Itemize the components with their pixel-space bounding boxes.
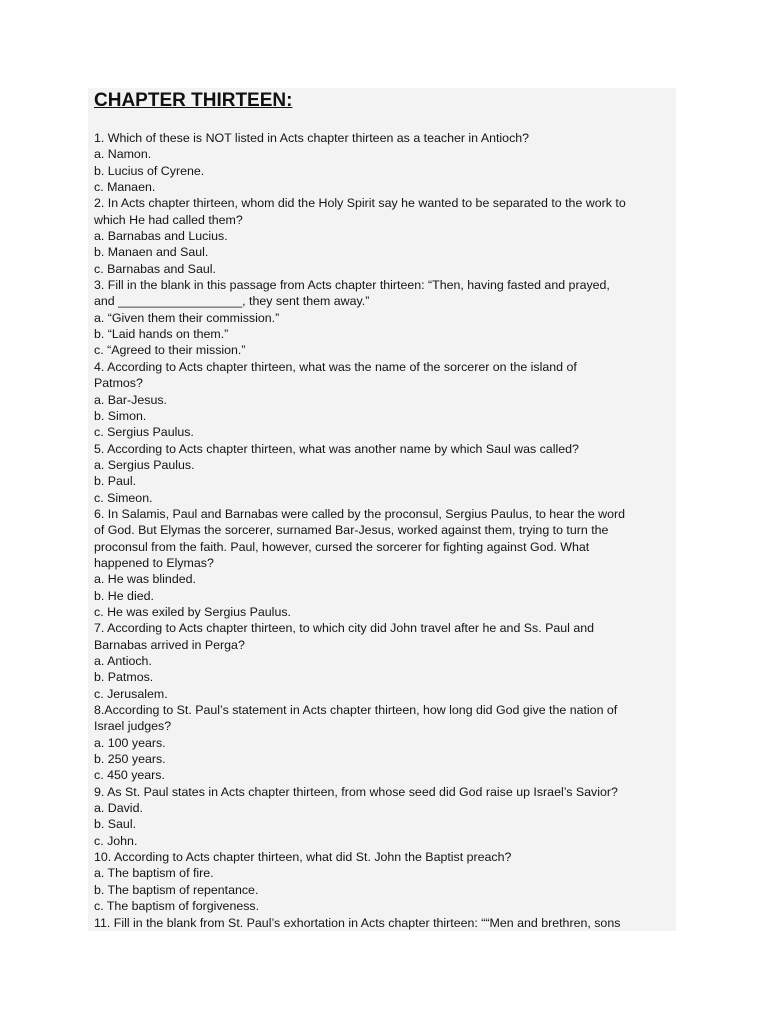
text-line: 7. According to Acts chapter thirteen, to which city did John travel after he and Ss. Paul and xyxy=(94,621,595,636)
text-line: b. “Laid hands on them.” xyxy=(94,327,229,342)
text-line: proconsul from the faith. Paul, however, cursed the sorcerer for fighting against God. What xyxy=(94,539,590,554)
text-line: a. Namon. xyxy=(94,147,152,162)
text-line: a. Antioch. xyxy=(94,654,152,668)
text-line: Barnabas arrived in Perga? xyxy=(94,637,245,652)
text-line: 5. According to Acts chapter thirteen, what was another name by which Saul was called? xyxy=(94,441,579,456)
text-line: b. He died. xyxy=(94,588,154,603)
text-line: a. Bar-Jesus. xyxy=(94,392,167,407)
text-line: b. Patmos. xyxy=(94,670,154,685)
text-line: b. Lucius of Cyrene. xyxy=(94,163,205,178)
text-line: a. Barnabas and Lucius. xyxy=(94,229,228,244)
text-line: c. Barnabas and Saul. xyxy=(94,261,216,276)
text-line: a. Sergius Paulus. xyxy=(94,457,195,472)
text-line: b. Manaen and Saul. xyxy=(94,245,209,260)
text-line: c. The baptism of forgiveness. xyxy=(94,899,260,914)
text-line: b. Saul. xyxy=(94,817,137,832)
text-line: 1. Which of these is NOT listed in Acts chapter thirteen as a teacher in Antioch? xyxy=(94,131,530,145)
text-line: and __________________, they sent them away.” xyxy=(94,294,370,309)
document-page xyxy=(88,88,676,931)
text-line: Patmos? xyxy=(94,376,143,391)
text-line: which He had called them? xyxy=(94,212,243,227)
text-line: a. The baptism of fire. xyxy=(94,866,214,881)
text-line: 10. According to Acts chapter thirteen, what did St. John the Baptist preach? xyxy=(94,850,512,865)
text-line: a. David. xyxy=(94,801,143,816)
text-line: 9. As St. Paul states in Acts chapter thirteen, from whose seed did God raise up Israel’s Savior? xyxy=(94,784,618,799)
text-line: 2. In Acts chapter thirteen, whom did the Holy Spirit say he wanted to be separated to the work to xyxy=(94,196,626,211)
text-line: 4. According to Acts chapter thirteen, what was the name of the sorcerer on the island of xyxy=(94,359,577,374)
text-line: c. “Agreed to their mission.” xyxy=(94,343,246,358)
text-line: a. “Given them their commission.” xyxy=(94,310,280,325)
text-line: 11. Fill in the blank from St. Paul’s exhortation in Acts chapter thirteen: ““Men and brethren, sons xyxy=(94,915,621,930)
text-line: happened to Elymas? xyxy=(94,555,214,570)
text-line: b. Simon. xyxy=(94,408,147,423)
text-line: c. Jerusalem. xyxy=(94,686,168,701)
text-line: c. Manaen. xyxy=(94,180,156,195)
text-line: b. The baptism of repentance. xyxy=(94,882,259,897)
text-line: c. Sergius Paulus. xyxy=(94,425,194,440)
text-line: c. He was exiled by Sergius Paulus. xyxy=(94,604,291,619)
chapter-title: CHAPTER THIRTEEN: xyxy=(94,90,293,111)
text-line: 8.According to St. Paul’s statement in Acts chapter thirteen, how long did God give the nation of xyxy=(94,703,618,718)
text-line: a. 100 years. xyxy=(94,735,166,750)
text-line: b. 250 years. xyxy=(94,752,166,767)
text-line: a. He was blinded. xyxy=(94,572,196,587)
text-line: of God. But Elymas the sorcerer, surnamed Bar-Jesus, worked against them, trying to turn the xyxy=(94,523,609,538)
text-line: b. Paul. xyxy=(94,474,137,489)
text-line: 6. In Salamis, Paul and Barnabas were called by the proconsul, Sergius Paulus, to hear the word xyxy=(94,506,626,521)
text-line: 3. Fill in the blank in this passage from Acts chapter thirteen: “Then, having fasted and prayed, xyxy=(94,278,610,293)
text-line: c. John. xyxy=(94,833,138,848)
text-line: Israel judges? xyxy=(94,719,172,734)
text-line: c. 450 years. xyxy=(94,768,165,783)
question-list xyxy=(94,130,674,931)
text-line: c. Simeon. xyxy=(94,490,153,505)
